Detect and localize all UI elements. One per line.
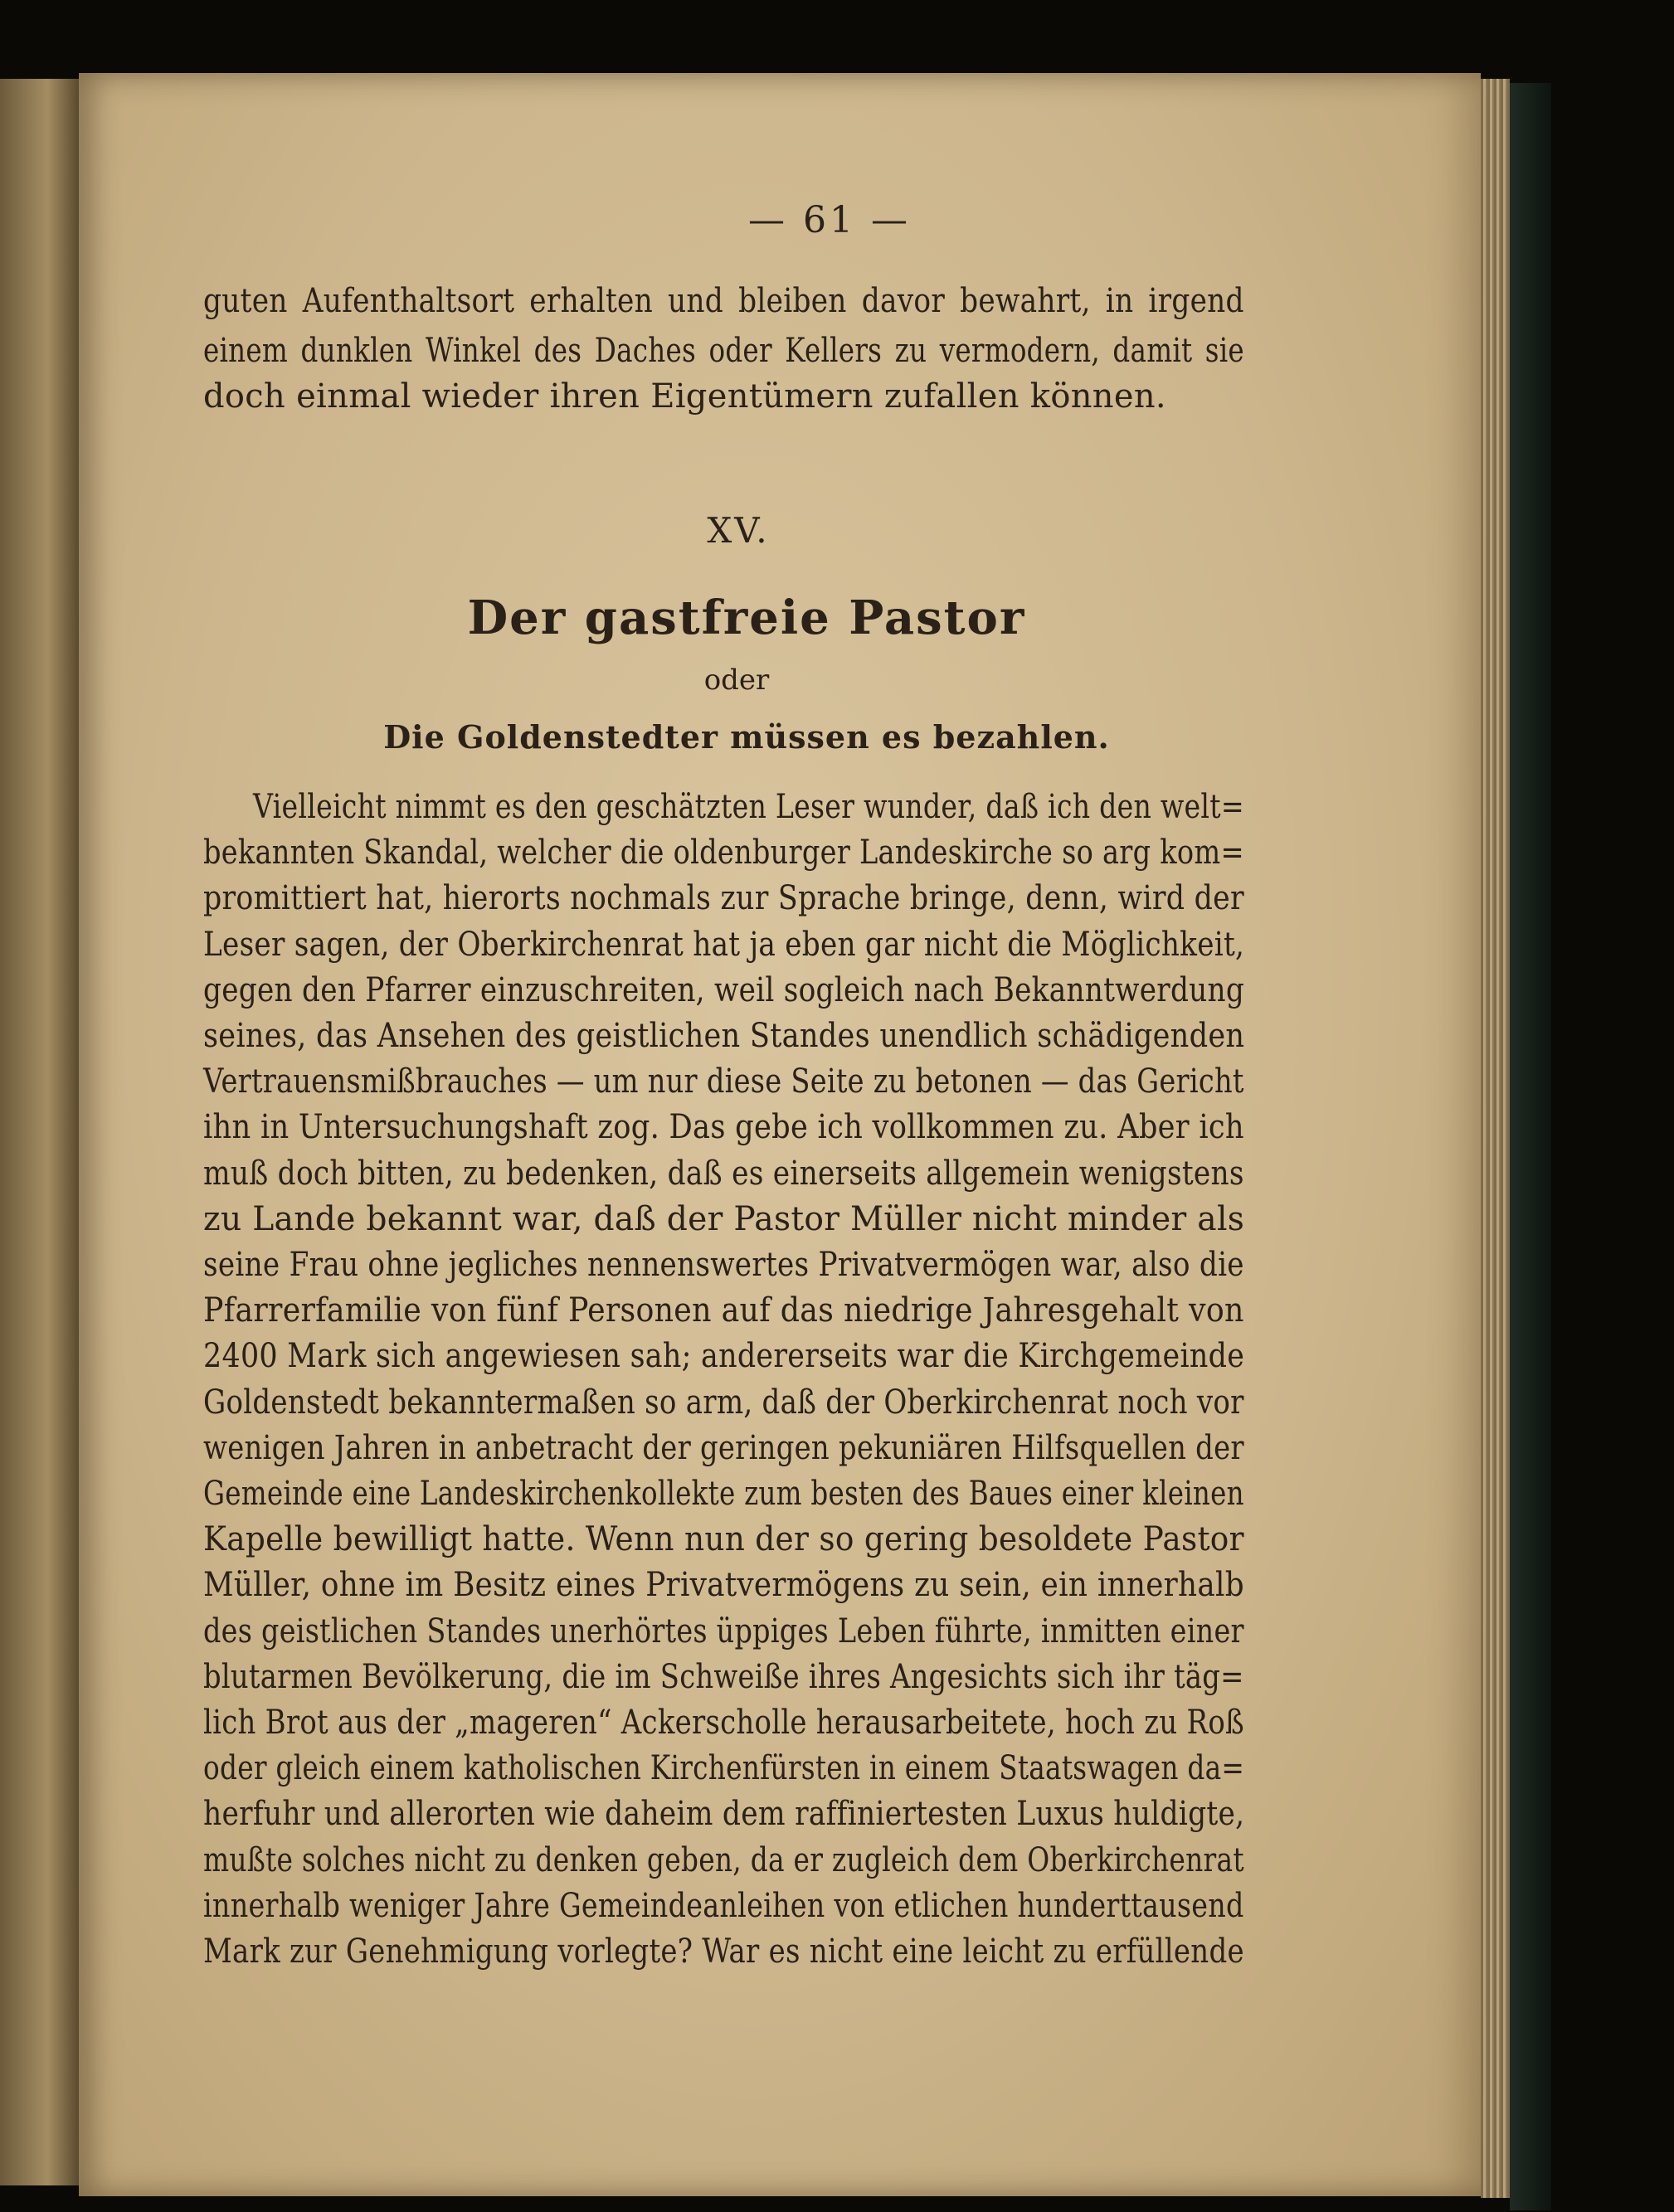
chapter-connector: oder (703, 664, 770, 697)
chapter-title: Der gastfreie Pastor (467, 591, 1026, 645)
body-line: wenigen Jahren in anbetracht der geringen pekuniären Hilfsquellen der (203, 1428, 1244, 1467)
body-line: seines, das Ansehen des geistlichen Standes unendlich schädigenden (203, 1017, 1245, 1055)
body-line: zu Lande bekannt war, daß der Pastor Müller nicht minder als (203, 1199, 1245, 1238)
body-line: 2400 Mark sich angewiesen sah; andererseits war die Kirchgemeinde (203, 1337, 1245, 1376)
body-line: Müller, ohne im Besitz eines Privatvermögens zu sein, ein innerhalb (203, 1566, 1244, 1605)
chapter-number: XV. (707, 510, 770, 551)
intro-line: guten Aufenthaltsort erhalten und bleiben davor bewahrt, in irgend (203, 282, 1244, 320)
page-number: — 61 — (748, 199, 911, 241)
body-line: Goldenstedt bekanntermaßen so arm, daß der Oberkirchenrat noch vor (203, 1383, 1244, 1422)
body-line: lich Brot aus der „mageren“ Ackerscholle herausarbeitete, hoch zu Roß (203, 1704, 1244, 1742)
body-line: gegen den Pfarrer einzuschreiten, weil sogleich nach Bekanntwerdung (203, 970, 1245, 1009)
body-line: muß doch bitten, zu bedenken, daß es einerseits allgemein wenigstens (203, 1154, 1244, 1193)
body-line: oder gleich einem katholischen Kirchenfürsten in einem Staatswagen da= (203, 1749, 1245, 1788)
body-line: innerhalb weniger Jahre Gemeindeanleihen von etlichen hunderttausend (203, 1886, 1244, 1925)
body-line: promittiert hat, hierorts nochmals zur Sprache bringe, denn, wird der (203, 879, 1244, 918)
body-line: Kapelle bewilligt hatte. Wenn nun der so gering besoldete Pastor (203, 1520, 1244, 1559)
body-line: Pfarrerfamilie von fünf Personen auf das niedrige Jahresgehalt von (203, 1291, 1244, 1330)
body-line: bekannten Skandal, welcher die oldenburger Landeskirche so arg kom= (203, 834, 1244, 873)
intro-line: doch einmal wieder ihren Eigentümern zufallen können. (203, 377, 1166, 416)
body-line: seine Frau ohne jegliches nennenswertes Privatvermögen war, also die (203, 1246, 1244, 1284)
body-line: herfuhr und allerorten wie daheim dem raffiniertesten Luxus huldigte, (203, 1795, 1245, 1834)
body-line: des geistlichen Standes unerhörtes üppiges Leben führte, inmitten einer (203, 1612, 1244, 1650)
chapter-subtitle: Die Goldenstedter müssen es bezahlen. (383, 718, 1110, 756)
body-line: Leser sagen, der Oberkirchenrat hat ja eben gar nicht die Möglichkeit, (203, 925, 1245, 964)
body-line: Vertrauensmißbrauches — um nur diese Seite zu betonen — das Gericht (203, 1062, 1244, 1101)
previous-page-edge (0, 79, 79, 2185)
body-line: Mark zur Genehmigung vorlegte? War es nicht eine leicht zu erfüllende (203, 1932, 1244, 1971)
intro-line: einem dunklen Winkel des Daches oder Kellers zu vermodern, damit sie (203, 332, 1244, 370)
page-block-edge (1481, 79, 1510, 2198)
body-line: mußte solches nicht zu denken geben, da er zugleich dem Oberkirchenrat (203, 1840, 1244, 1879)
body-line: blutarmen Bevölkerung, die im Schweiße ihres Angesichts sich ihr täg= (203, 1657, 1244, 1696)
body-line: ihn in Untersuchungshaft zog. Das gebe ich vollkommen zu. Aber ich (203, 1108, 1244, 1147)
body-line: Gemeinde eine Landeskirchenkollekte zum besten des Baues einer kleinen (203, 1475, 1244, 1513)
book-cover-edge (1510, 83, 1551, 2210)
body-line: Vielleicht nimmt es den geschätzten Leser wunder, daß ich den welt= (253, 788, 1244, 826)
